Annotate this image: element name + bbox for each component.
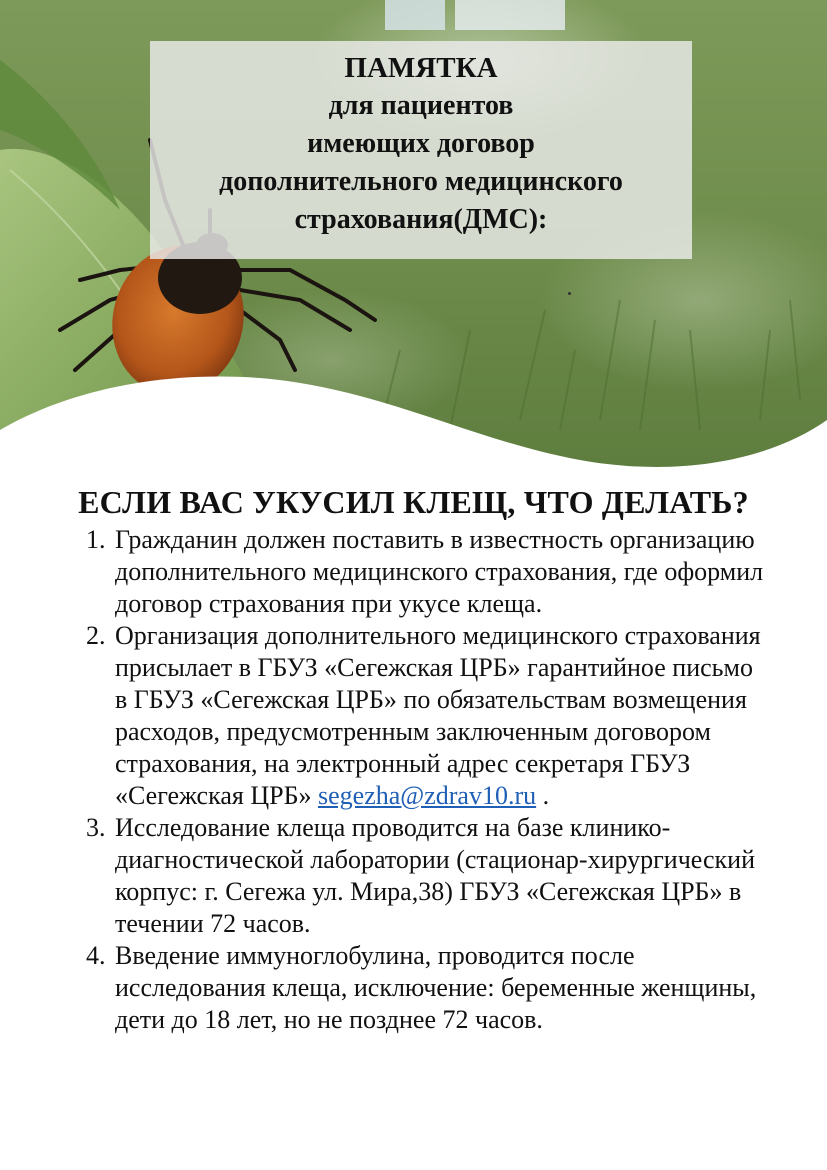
step-number: 3. [86, 813, 106, 842]
step-4 [0, 940, 827, 1036]
step-text: Гражданин должен поставить в известность организацию дополнительного медицинского страхования, где оформил договор страхования при укусе клеща. [115, 525, 764, 618]
step-number: 1. [86, 525, 106, 554]
email-link[interactable]: segezha@zdrav10.ru [318, 781, 537, 810]
title-box [150, 41, 692, 259]
step-text: Введение иммуноглобулина, проводится после исследования клеща, исключение: беременные женщины, дети до 18 лет, но не позднее 72 часов. [115, 941, 757, 1034]
step-2 [0, 620, 827, 812]
title-line-4: дополнительного медицинского [219, 166, 623, 197]
hero-photo [0, 0, 827, 480]
step-text-before: Организация дополнительного медицинского страхования присылает в ГБУЗ «Сегежская ЦРБ» гарантийное письмо в ГБУЗ «Сегежская ЦРБ» по обязательствам возмещения расходов, предусмотренным заключенным договором страхования, на электронный адрес секретаря ГБУЗ «Сегежская ЦРБ» [115, 621, 761, 810]
step-text-after: . [536, 781, 550, 810]
title-line-2: для пациентов [328, 90, 514, 121]
step-text: Исследование клеща проводится на базе клинико-диагностической лаборатории (стационар-хирургический корпус: г. Сегежа ул. Мира,38) ГБУЗ «Сегежская ЦРБ» в течении 72 часов. [115, 813, 755, 938]
steps-list [0, 524, 827, 1036]
main-heading: ЕСЛИ ВАС УКУСИЛ КЛЕЩ, ЧТО ДЕЛАТЬ? [78, 484, 749, 520]
step-1 [0, 524, 827, 620]
step-text [115, 620, 767, 812]
title-line-3: имеющих договор [307, 128, 535, 159]
title-line-1: ПАМЯТКА [344, 52, 498, 84]
stray-dot [568, 292, 571, 295]
step-number: 4. [86, 941, 106, 970]
step-number: 2. [86, 621, 106, 650]
step-3 [0, 812, 827, 940]
title-line-5: страхования(ДМС): [294, 204, 548, 235]
